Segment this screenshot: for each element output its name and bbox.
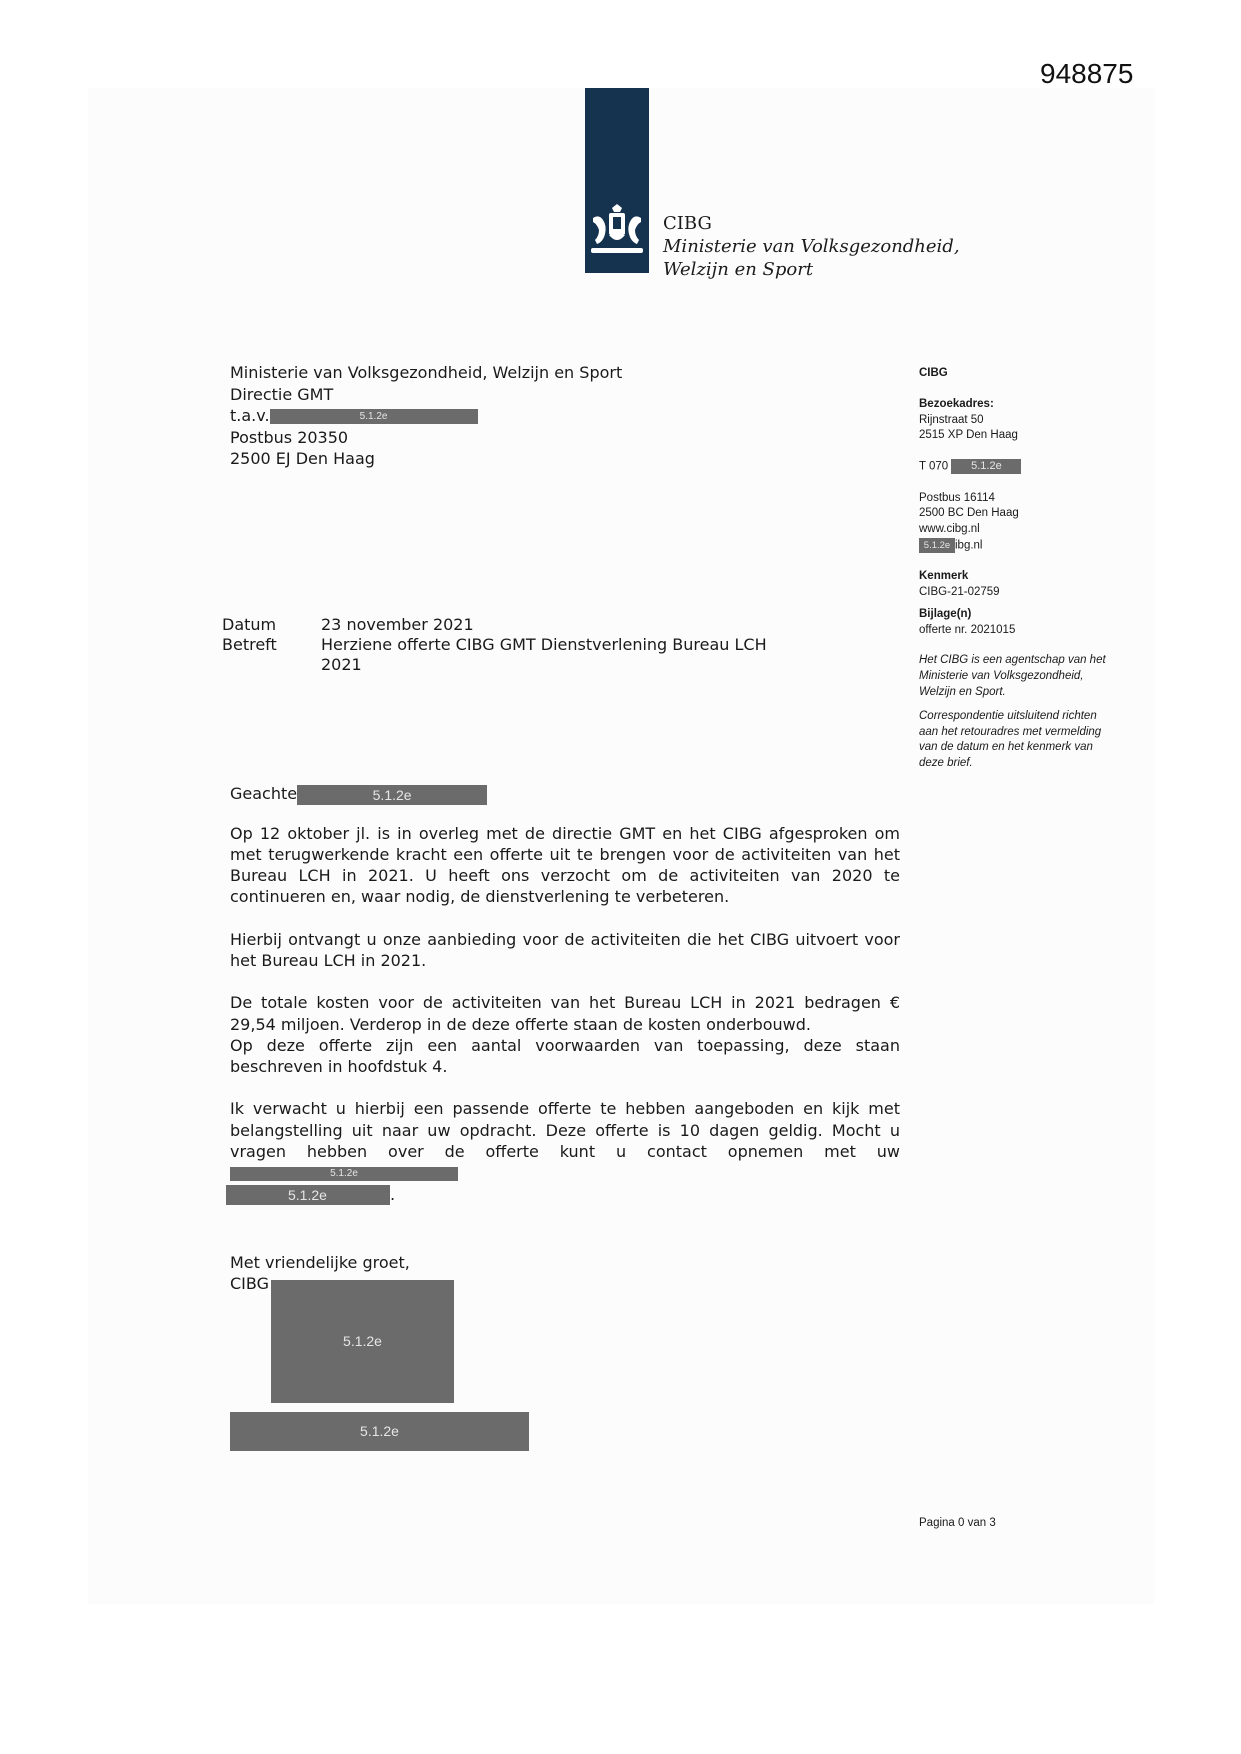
closing-org: CIBG (230, 1274, 269, 1293)
addressee-line: 2500 EJ Den Haag (230, 449, 375, 469)
rijksoverheid-logo-bar (585, 88, 649, 273)
bijlage-value: offerte nr. 2021015 (919, 623, 1016, 636)
coat-of-arms-icon (587, 204, 647, 258)
betreft-line: 2021 (321, 655, 362, 674)
redaction-code: 5.1.2e (288, 1187, 327, 1204)
contact-line-end: . (390, 1184, 396, 1204)
redaction-block: 5.1.2e (297, 785, 487, 805)
letter-meta (222, 615, 767, 675)
logo-ministry-line2: Welzijn en Sport (663, 259, 814, 280)
logo-ministry-line1: Ministerie van Volksgezondheid, (663, 236, 960, 257)
addressee-line: Postbus 20350 (230, 427, 349, 447)
correspondence-note: Correspondentie uitsluitend richten aan het retouradres met vermelding van de datum en het kenmerk van deze brief. (919, 709, 1102, 770)
body-paragraph: De totale kosten voor de activiteiten van het Bureau LCH in 2021 bedragen € 29,54 miljoen. Verderop in de deze offerte staan de kosten onderbouwd. (230, 993, 900, 1034)
closing-greeting: Met vriendelijke groet, (230, 1253, 410, 1272)
redaction-block: 5.1.2e (951, 459, 1021, 474)
sidebar-org: CIBG (919, 367, 948, 379)
addressee-line: Ministerie van Volksgezondheid, Welzijn en Sport (230, 363, 623, 382)
redaction-block: 5.1.2e (230, 1167, 458, 1181)
betreft-line: Herziene offerte CIBG GMT Dienstverlening Bureau LCH (321, 635, 767, 654)
datum-label: Datum (222, 615, 277, 634)
postbus-city: 2500 BC Den Haag (919, 507, 1019, 520)
addressee-tav-line (230, 405, 622, 427)
email-line (919, 538, 1109, 554)
datum-value: 23 november 2021 (321, 615, 474, 634)
body-paragraph: Op deze offerte zijn een aantal voorwaarden van toepassing, deze staan beschreven in hoofdstuk 4. (230, 1035, 900, 1077)
postbus: Postbus 16114 (919, 491, 995, 504)
closing-block (230, 1252, 410, 1439)
visit-address-label: Bezoekadres: (919, 397, 994, 410)
logo-org-name: CIBG (663, 213, 712, 234)
phone-line (919, 459, 1109, 475)
body-paragraph-text: Ik verwacht u hierbij een passende offerte te hebben aangeboden en kijk met belangstelling uit naar uw opdracht. Deze offerte is 10 dagen geldig. Mocht u vragen hebben over de offerte kunt u contact opnemen met uw (230, 1099, 900, 1162)
body-paragraph (230, 1098, 900, 1183)
page-footer: Pagina 0 van 3 (919, 1517, 996, 1529)
salutation-line (230, 783, 900, 805)
addressee-line: Directie GMT (230, 384, 334, 404)
redaction-block: 5.1.2e (270, 409, 478, 424)
signature-redaction: 5.1.2e (271, 1280, 454, 1403)
document-number: 948875 (1040, 58, 1134, 89)
logo-wordmark (663, 212, 960, 281)
letter-body (230, 783, 900, 1205)
addressee-block (230, 362, 622, 470)
website-link: www.cibg.nl (919, 523, 980, 536)
sender-sidebar (919, 366, 1109, 772)
salutation: Geachte (230, 784, 298, 803)
body-paragraph: Hierbij ontvangt u onze aanbieding voor de activiteiten die het CIBG uitvoert voor het Bureau LCH in 2021. (230, 929, 900, 970)
betreft-label: Betreft (222, 635, 277, 654)
bijlage-label: Bijlage(n) (919, 607, 972, 620)
signatory-redaction: 5.1.2e (230, 1412, 529, 1451)
kenmerk-label: Kenmerk (919, 570, 969, 583)
body-paragraph: Op 12 oktober jl. is in overleg met de directie GMT en het CIBG afgesproken om met terugwerkende kracht een offerte uit te brengen voor de activiteiten van het Bureau LCH in 2021. U heeft ons verzocht om de activiteiten van 2020 te continueren en, waar nodig, de dienstverlening te verbeteren. (230, 823, 900, 907)
redaction-block (226, 1185, 390, 1205)
betreft-value (321, 635, 767, 675)
visit-street: Rijnstraat 50 (919, 413, 984, 426)
redaction-block: 5.1.2e (919, 538, 955, 553)
tav-label: t.a.v. (230, 406, 270, 426)
visit-city: 2515 XP Den Haag (919, 429, 1018, 442)
contact-line (226, 1184, 900, 1206)
phone-prefix: T 070 (919, 460, 949, 473)
kenmerk-value: CIBG-21-02759 (919, 586, 1000, 599)
agency-note: Het CIBG is een agentschap van het Ministerie van Volksgezondheid, Welzijn en Sport. (919, 654, 1106, 699)
email-suffix: ibg.nl (955, 539, 983, 552)
